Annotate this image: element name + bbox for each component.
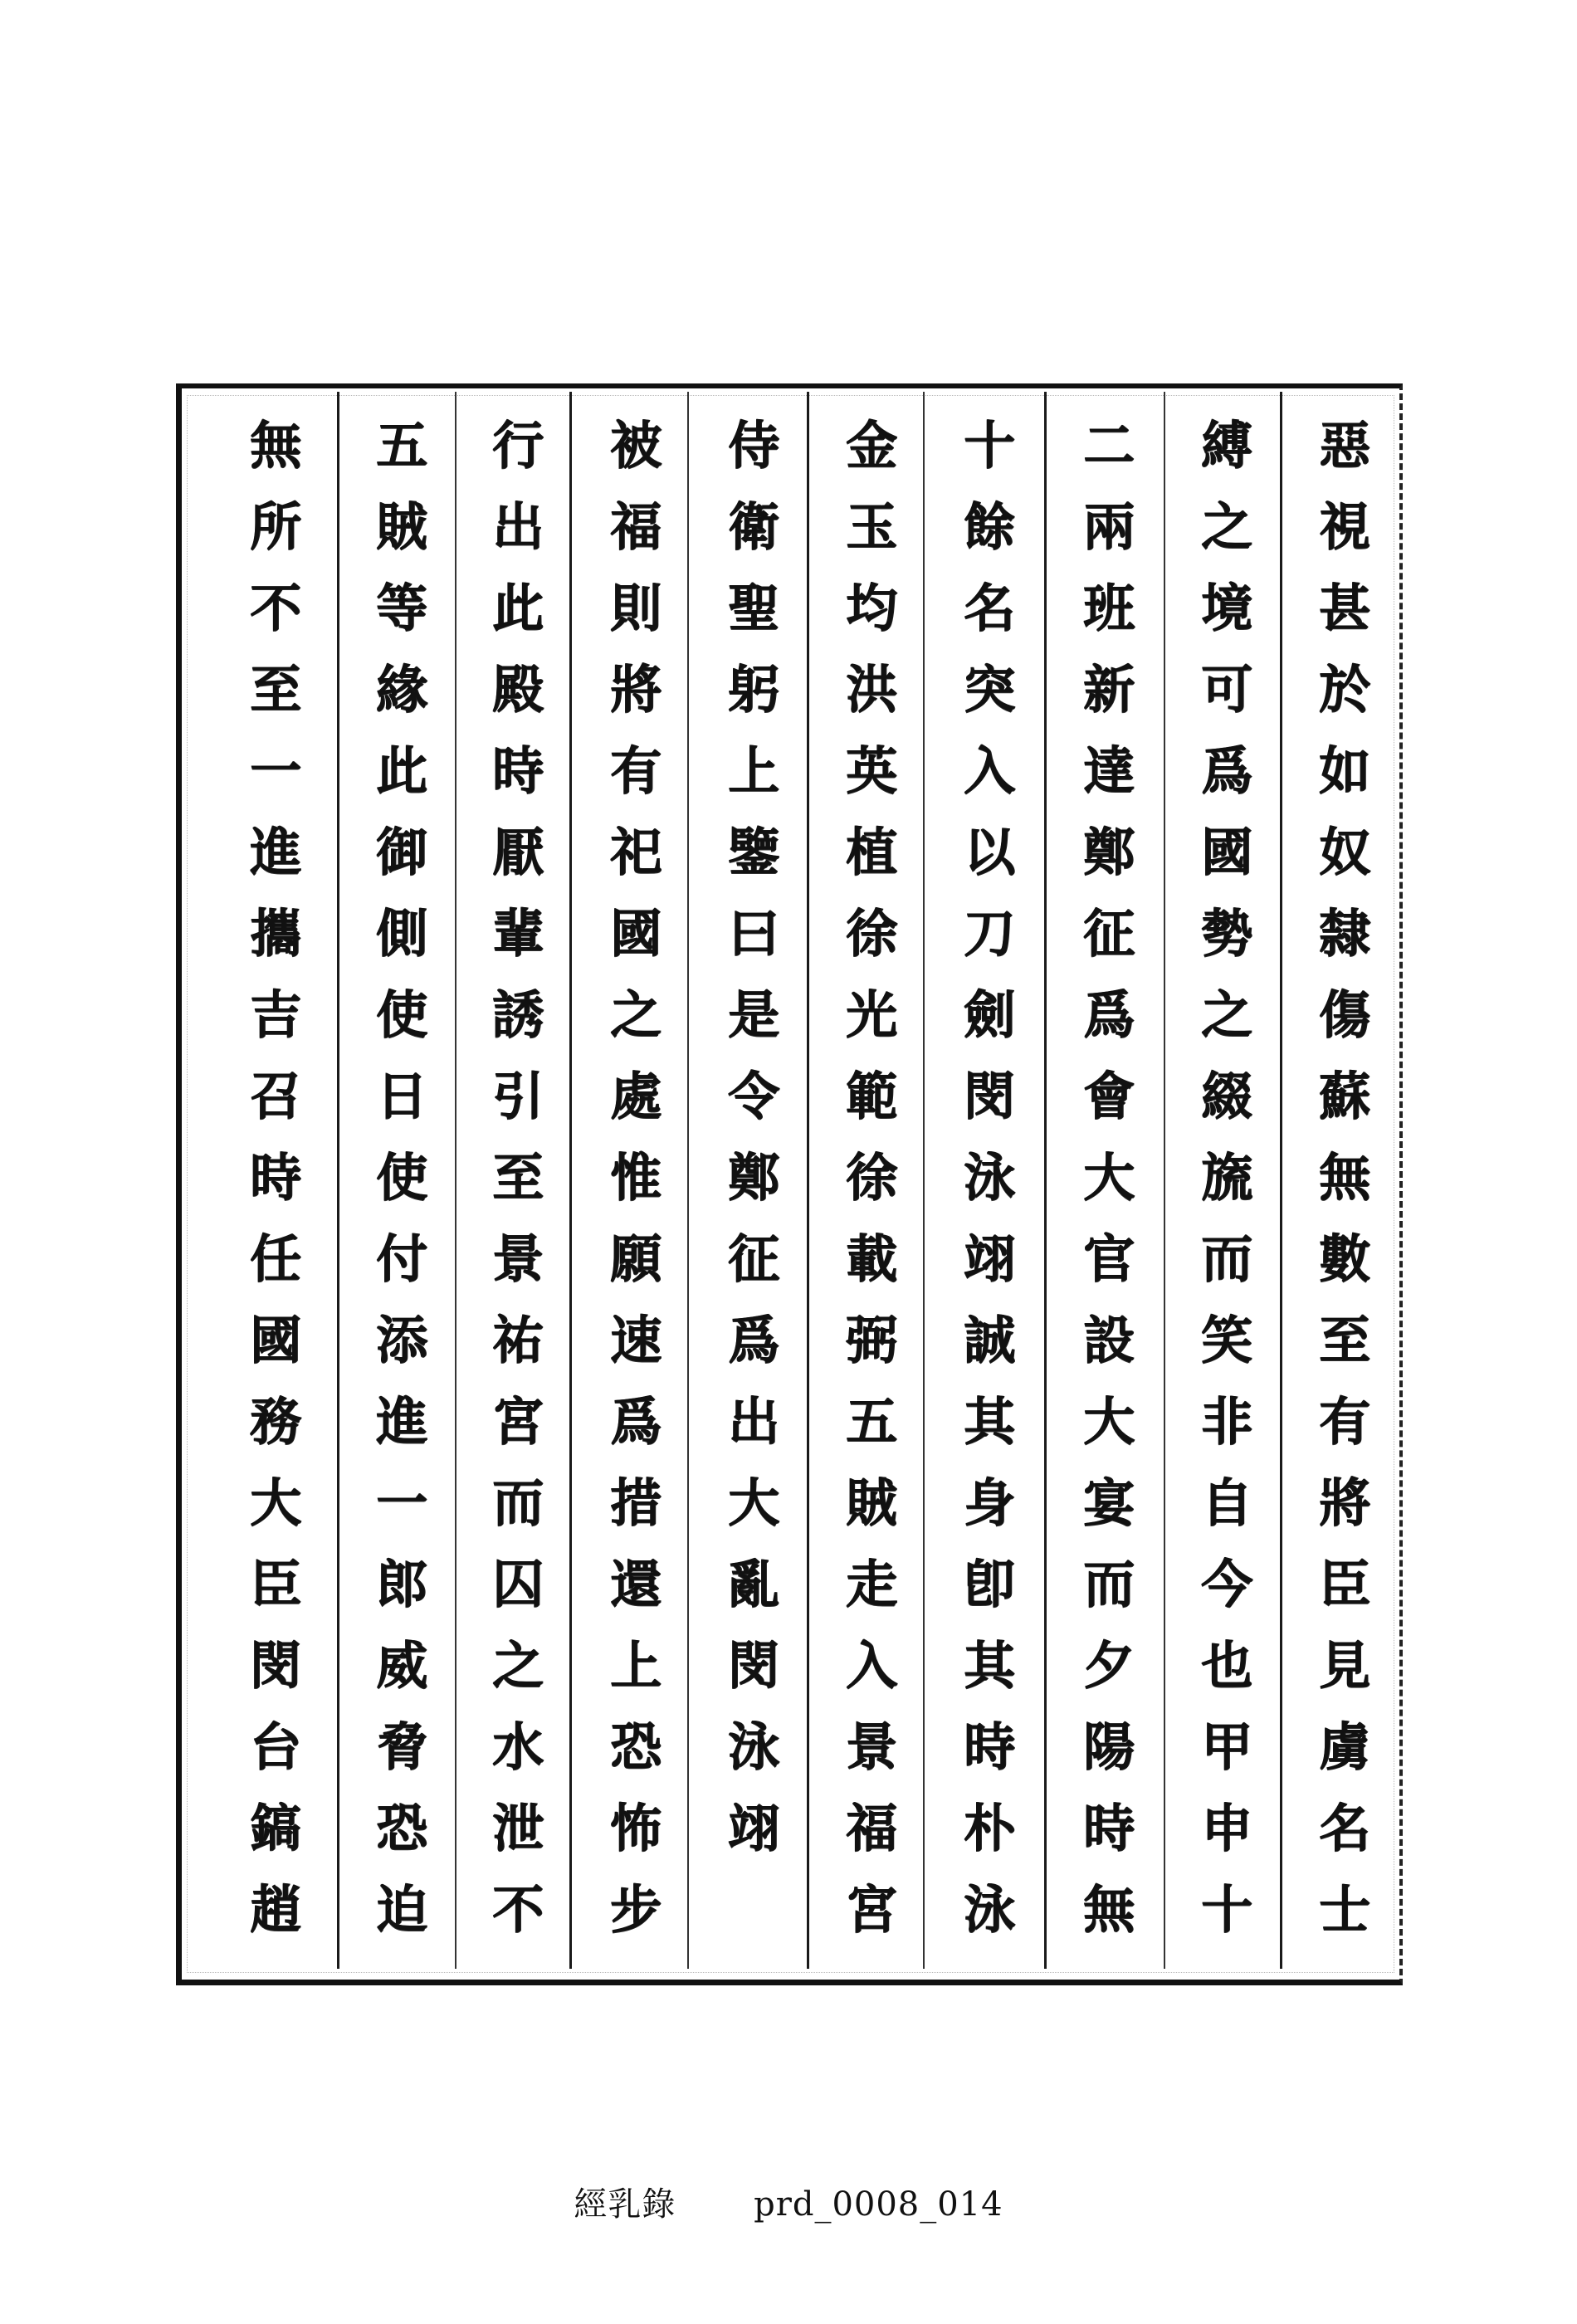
glyph: 召 xyxy=(249,1066,301,1126)
glyph: 十 xyxy=(1200,1879,1252,1940)
glyph: 翊 xyxy=(963,1228,1015,1289)
glyph: 鎬 xyxy=(249,1798,301,1858)
glyph: 無 xyxy=(1318,1147,1370,1208)
glyph: 景 xyxy=(845,1716,897,1777)
text-column-9 xyxy=(352,405,452,1965)
glyph: 大 xyxy=(1082,1147,1135,1208)
glyph: 將 xyxy=(1318,1472,1370,1533)
glyph: 班 xyxy=(1082,578,1135,638)
glyph: 使 xyxy=(375,984,427,1045)
glyph: 時 xyxy=(1082,1798,1135,1858)
glyph: 臣 xyxy=(249,1554,301,1614)
glyph: 之 xyxy=(609,984,662,1045)
column-rule xyxy=(337,392,339,1969)
column-text xyxy=(492,405,544,1950)
glyph: 大 xyxy=(1082,1391,1135,1452)
glyph: 爲 xyxy=(609,1391,662,1452)
glyph: 其 xyxy=(963,1391,1015,1452)
glyph: 側 xyxy=(375,903,427,964)
glyph: 使 xyxy=(375,1147,427,1208)
glyph: 不 xyxy=(249,578,301,638)
glyph: 名 xyxy=(963,578,1015,638)
glyph: 躬 xyxy=(727,659,779,720)
glyph: 大 xyxy=(249,1472,301,1533)
glyph: 威 xyxy=(375,1635,427,1696)
glyph: 賊 xyxy=(845,1472,897,1533)
glyph: 被 xyxy=(609,415,662,476)
text-column-7 xyxy=(586,405,686,1965)
column-rule xyxy=(455,392,456,1969)
glyph: 身 xyxy=(963,1472,1015,1533)
glyph: 洪 xyxy=(845,659,897,720)
glyph: 如 xyxy=(1318,740,1370,801)
page-identifier: prd_0008_014 xyxy=(754,2185,1003,2224)
glyph: 引 xyxy=(491,1066,544,1126)
glyph: 時 xyxy=(249,1147,301,1208)
column-rule xyxy=(569,392,572,1969)
column-rule xyxy=(1044,392,1047,1969)
glyph: 鑒 xyxy=(727,822,779,882)
glyph: 閔 xyxy=(727,1635,779,1696)
glyph: 宴 xyxy=(1082,1472,1135,1533)
glyph: 士 xyxy=(1318,1879,1370,1940)
glyph: 緣 xyxy=(375,659,427,720)
glyph: 出 xyxy=(491,496,544,557)
glyph: 之 xyxy=(1200,496,1252,557)
glyph: 徐 xyxy=(845,1147,897,1208)
glyph: 一 xyxy=(249,740,301,801)
glyph: 還 xyxy=(609,1554,662,1614)
glyph: 國 xyxy=(1200,822,1252,882)
glyph: 曰 xyxy=(727,903,779,964)
glyph: 閔 xyxy=(249,1635,301,1696)
glyph: 攜 xyxy=(249,903,301,964)
glyph: 徐 xyxy=(845,903,897,964)
text-column-10 xyxy=(226,405,325,1965)
glyph: 宮 xyxy=(845,1879,897,1940)
glyph: 不 xyxy=(491,1879,544,1940)
glyph: 金 xyxy=(845,415,897,476)
glyph: 任 xyxy=(249,1228,301,1289)
glyph: 國 xyxy=(249,1310,301,1370)
glyph: 措 xyxy=(609,1472,662,1533)
glyph: 數 xyxy=(1318,1228,1370,1289)
column-text xyxy=(1319,405,1370,1950)
glyph: 勢 xyxy=(1200,903,1252,964)
glyph: 綴 xyxy=(1200,1066,1252,1126)
glyph: 泳 xyxy=(727,1716,779,1777)
glyph: 光 xyxy=(845,984,897,1045)
glyph: 視 xyxy=(1318,496,1370,557)
glyph: 日 xyxy=(375,1066,427,1126)
glyph: 時 xyxy=(963,1716,1015,1777)
page-caption xyxy=(0,2178,1577,2225)
glyph: 脅 xyxy=(375,1716,427,1777)
glyph: 進 xyxy=(249,822,301,882)
glyph: 至 xyxy=(1318,1310,1370,1370)
glyph: 境 xyxy=(1200,578,1252,638)
glyph: 達 xyxy=(1082,740,1135,801)
glyph: 有 xyxy=(609,740,662,801)
column-rule xyxy=(1280,392,1282,1969)
glyph: 鄭 xyxy=(727,1147,779,1208)
glyph: 非 xyxy=(1200,1391,1252,1452)
glyph: 是 xyxy=(727,984,779,1045)
glyph: 朴 xyxy=(963,1798,1015,1858)
glyph: 旒 xyxy=(1200,1147,1252,1208)
glyph: 進 xyxy=(375,1391,427,1452)
glyph: 征 xyxy=(1082,903,1135,964)
glyph: 願 xyxy=(609,1228,662,1289)
glyph: 陽 xyxy=(1082,1716,1135,1777)
glyph: 虜 xyxy=(1318,1716,1370,1777)
glyph: 出 xyxy=(727,1391,779,1452)
glyph: 二 xyxy=(1082,415,1135,476)
glyph: 卽 xyxy=(963,1554,1015,1614)
text-column-4 xyxy=(940,405,1039,1965)
glyph: 範 xyxy=(845,1066,897,1126)
glyph: 爲 xyxy=(1200,740,1252,801)
glyph: 突 xyxy=(963,659,1015,720)
glyph: 爲 xyxy=(1082,984,1135,1045)
column-rule xyxy=(807,392,809,1969)
glyph: 新 xyxy=(1082,659,1135,720)
glyph: 亂 xyxy=(727,1554,779,1614)
glyph: 自 xyxy=(1200,1472,1252,1533)
glyph: 夕 xyxy=(1082,1635,1135,1696)
glyph: 申 xyxy=(1200,1798,1252,1858)
glyph: 之 xyxy=(491,1635,544,1696)
glyph: 泳 xyxy=(963,1147,1015,1208)
glyph: 台 xyxy=(249,1716,301,1777)
glyph: 於 xyxy=(1318,659,1370,720)
glyph: 入 xyxy=(963,740,1015,801)
glyph: 將 xyxy=(609,659,662,720)
glyph: 泄 xyxy=(491,1798,544,1858)
glyph: 速 xyxy=(609,1310,662,1370)
glyph: 載 xyxy=(845,1228,897,1289)
column-text xyxy=(1083,405,1135,1950)
column-rule xyxy=(1164,392,1165,1969)
glyph: 令 xyxy=(727,1066,779,1126)
glyph: 弼 xyxy=(845,1310,897,1370)
glyph: 縛 xyxy=(1200,415,1252,476)
glyph: 等 xyxy=(375,578,427,638)
glyph: 今 xyxy=(1200,1554,1252,1614)
glyph: 蘇 xyxy=(1318,1066,1370,1126)
column-text xyxy=(376,405,427,1950)
glyph: 五 xyxy=(845,1391,897,1452)
column-text xyxy=(1201,405,1252,1950)
glyph: 所 xyxy=(249,496,301,557)
glyph: 植 xyxy=(845,822,897,882)
text-column-2 xyxy=(1177,405,1277,1965)
glyph: 見 xyxy=(1318,1635,1370,1696)
glyph: 步 xyxy=(609,1879,662,1940)
glyph: 玉 xyxy=(845,496,897,557)
glyph: 厭 xyxy=(491,822,544,882)
glyph: 英 xyxy=(845,740,897,801)
glyph: 時 xyxy=(491,740,544,801)
glyph: 刀 xyxy=(963,903,1015,964)
glyph: 惟 xyxy=(609,1147,662,1208)
glyph: 恐 xyxy=(375,1798,427,1858)
glyph: 鄭 xyxy=(1082,822,1135,882)
glyph: 兩 xyxy=(1082,496,1135,557)
text-column-3 xyxy=(1059,405,1159,1965)
glyph: 處 xyxy=(609,1066,662,1126)
glyph: 惡 xyxy=(1318,415,1370,476)
column-text xyxy=(846,405,897,1950)
glyph: 吉 xyxy=(249,984,301,1045)
glyph: 誘 xyxy=(491,984,544,1045)
glyph: 設 xyxy=(1082,1310,1135,1370)
glyph: 郎 xyxy=(375,1554,427,1614)
glyph: 衛 xyxy=(727,496,779,557)
text-column-6 xyxy=(704,405,803,1965)
column-rule xyxy=(923,392,925,1969)
glyph: 宮 xyxy=(491,1391,544,1452)
glyph: 聖 xyxy=(727,578,779,638)
glyph: 笑 xyxy=(1200,1310,1252,1370)
glyph: 景 xyxy=(491,1228,544,1289)
glyph: 誠 xyxy=(963,1310,1015,1370)
glyph: 十 xyxy=(963,415,1015,476)
glyph: 有 xyxy=(1318,1391,1370,1452)
scanned-page xyxy=(176,383,1403,1985)
glyph: 甚 xyxy=(1318,578,1370,638)
text-column-1 xyxy=(1295,405,1394,1965)
glyph: 賊 xyxy=(375,496,427,557)
book-title: 經乳錄 xyxy=(574,2185,676,2224)
glyph: 而 xyxy=(1200,1228,1252,1289)
glyph: 名 xyxy=(1318,1798,1370,1858)
glyph: 五 xyxy=(375,415,427,476)
glyph: 怖 xyxy=(609,1798,662,1858)
glyph: 至 xyxy=(491,1147,544,1208)
glyph: 傷 xyxy=(1318,984,1370,1045)
text-column-8 xyxy=(468,405,568,1965)
glyph: 則 xyxy=(609,578,662,638)
glyph: 福 xyxy=(609,496,662,557)
glyph: 其 xyxy=(963,1635,1015,1696)
glyph: 餘 xyxy=(963,496,1015,557)
glyph: 爲 xyxy=(727,1310,779,1370)
glyph: 恐 xyxy=(609,1716,662,1777)
glyph: 行 xyxy=(491,415,544,476)
glyph: 至 xyxy=(249,659,301,720)
glyph: 隸 xyxy=(1318,903,1370,964)
column-text xyxy=(610,405,662,1950)
glyph: 之 xyxy=(1200,984,1252,1045)
glyph: 輩 xyxy=(491,903,544,964)
glyph: 征 xyxy=(727,1228,779,1289)
glyph: 水 xyxy=(491,1716,544,1777)
glyph: 無 xyxy=(249,415,301,476)
glyph: 付 xyxy=(375,1228,427,1289)
glyph: 甲 xyxy=(1200,1716,1252,1777)
glyph: 官 xyxy=(1082,1228,1135,1289)
glyph: 上 xyxy=(727,740,779,801)
glyph: 此 xyxy=(491,578,544,638)
glyph: 奴 xyxy=(1318,822,1370,882)
glyph: 翊 xyxy=(727,1798,779,1858)
glyph: 入 xyxy=(845,1635,897,1696)
column-text xyxy=(250,405,301,1950)
column-text xyxy=(728,405,779,1869)
glyph: 上 xyxy=(609,1635,662,1696)
glyph: 無 xyxy=(1082,1879,1135,1940)
glyph: 會 xyxy=(1082,1066,1135,1126)
glyph: 而 xyxy=(491,1472,544,1533)
glyph: 祐 xyxy=(491,1310,544,1370)
glyph: 此 xyxy=(375,740,427,801)
glyph: 一 xyxy=(375,1472,427,1533)
glyph: 囚 xyxy=(491,1554,544,1614)
glyph: 福 xyxy=(845,1798,897,1858)
glyph: 劍 xyxy=(963,984,1015,1045)
glyph: 以 xyxy=(963,822,1015,882)
glyph: 閔 xyxy=(963,1066,1015,1126)
glyph: 添 xyxy=(375,1310,427,1370)
column-rule xyxy=(687,392,689,1969)
glyph: 可 xyxy=(1200,659,1252,720)
glyph: 泳 xyxy=(963,1879,1015,1940)
glyph: 均 xyxy=(845,578,897,638)
text-column-5 xyxy=(822,405,921,1965)
glyph: 趙 xyxy=(249,1879,301,1940)
glyph: 迫 xyxy=(375,1879,427,1940)
glyph: 也 xyxy=(1200,1635,1252,1696)
glyph: 御 xyxy=(375,822,427,882)
glyph: 走 xyxy=(845,1554,897,1614)
glyph: 祀 xyxy=(609,822,662,882)
glyph: 大 xyxy=(727,1472,779,1533)
column-text xyxy=(964,405,1015,1950)
glyph: 侍 xyxy=(727,415,779,476)
glyph: 臣 xyxy=(1318,1554,1370,1614)
glyph: 殿 xyxy=(491,659,544,720)
glyph: 務 xyxy=(249,1391,301,1452)
glyph: 而 xyxy=(1082,1554,1135,1614)
glyph: 國 xyxy=(609,903,662,964)
